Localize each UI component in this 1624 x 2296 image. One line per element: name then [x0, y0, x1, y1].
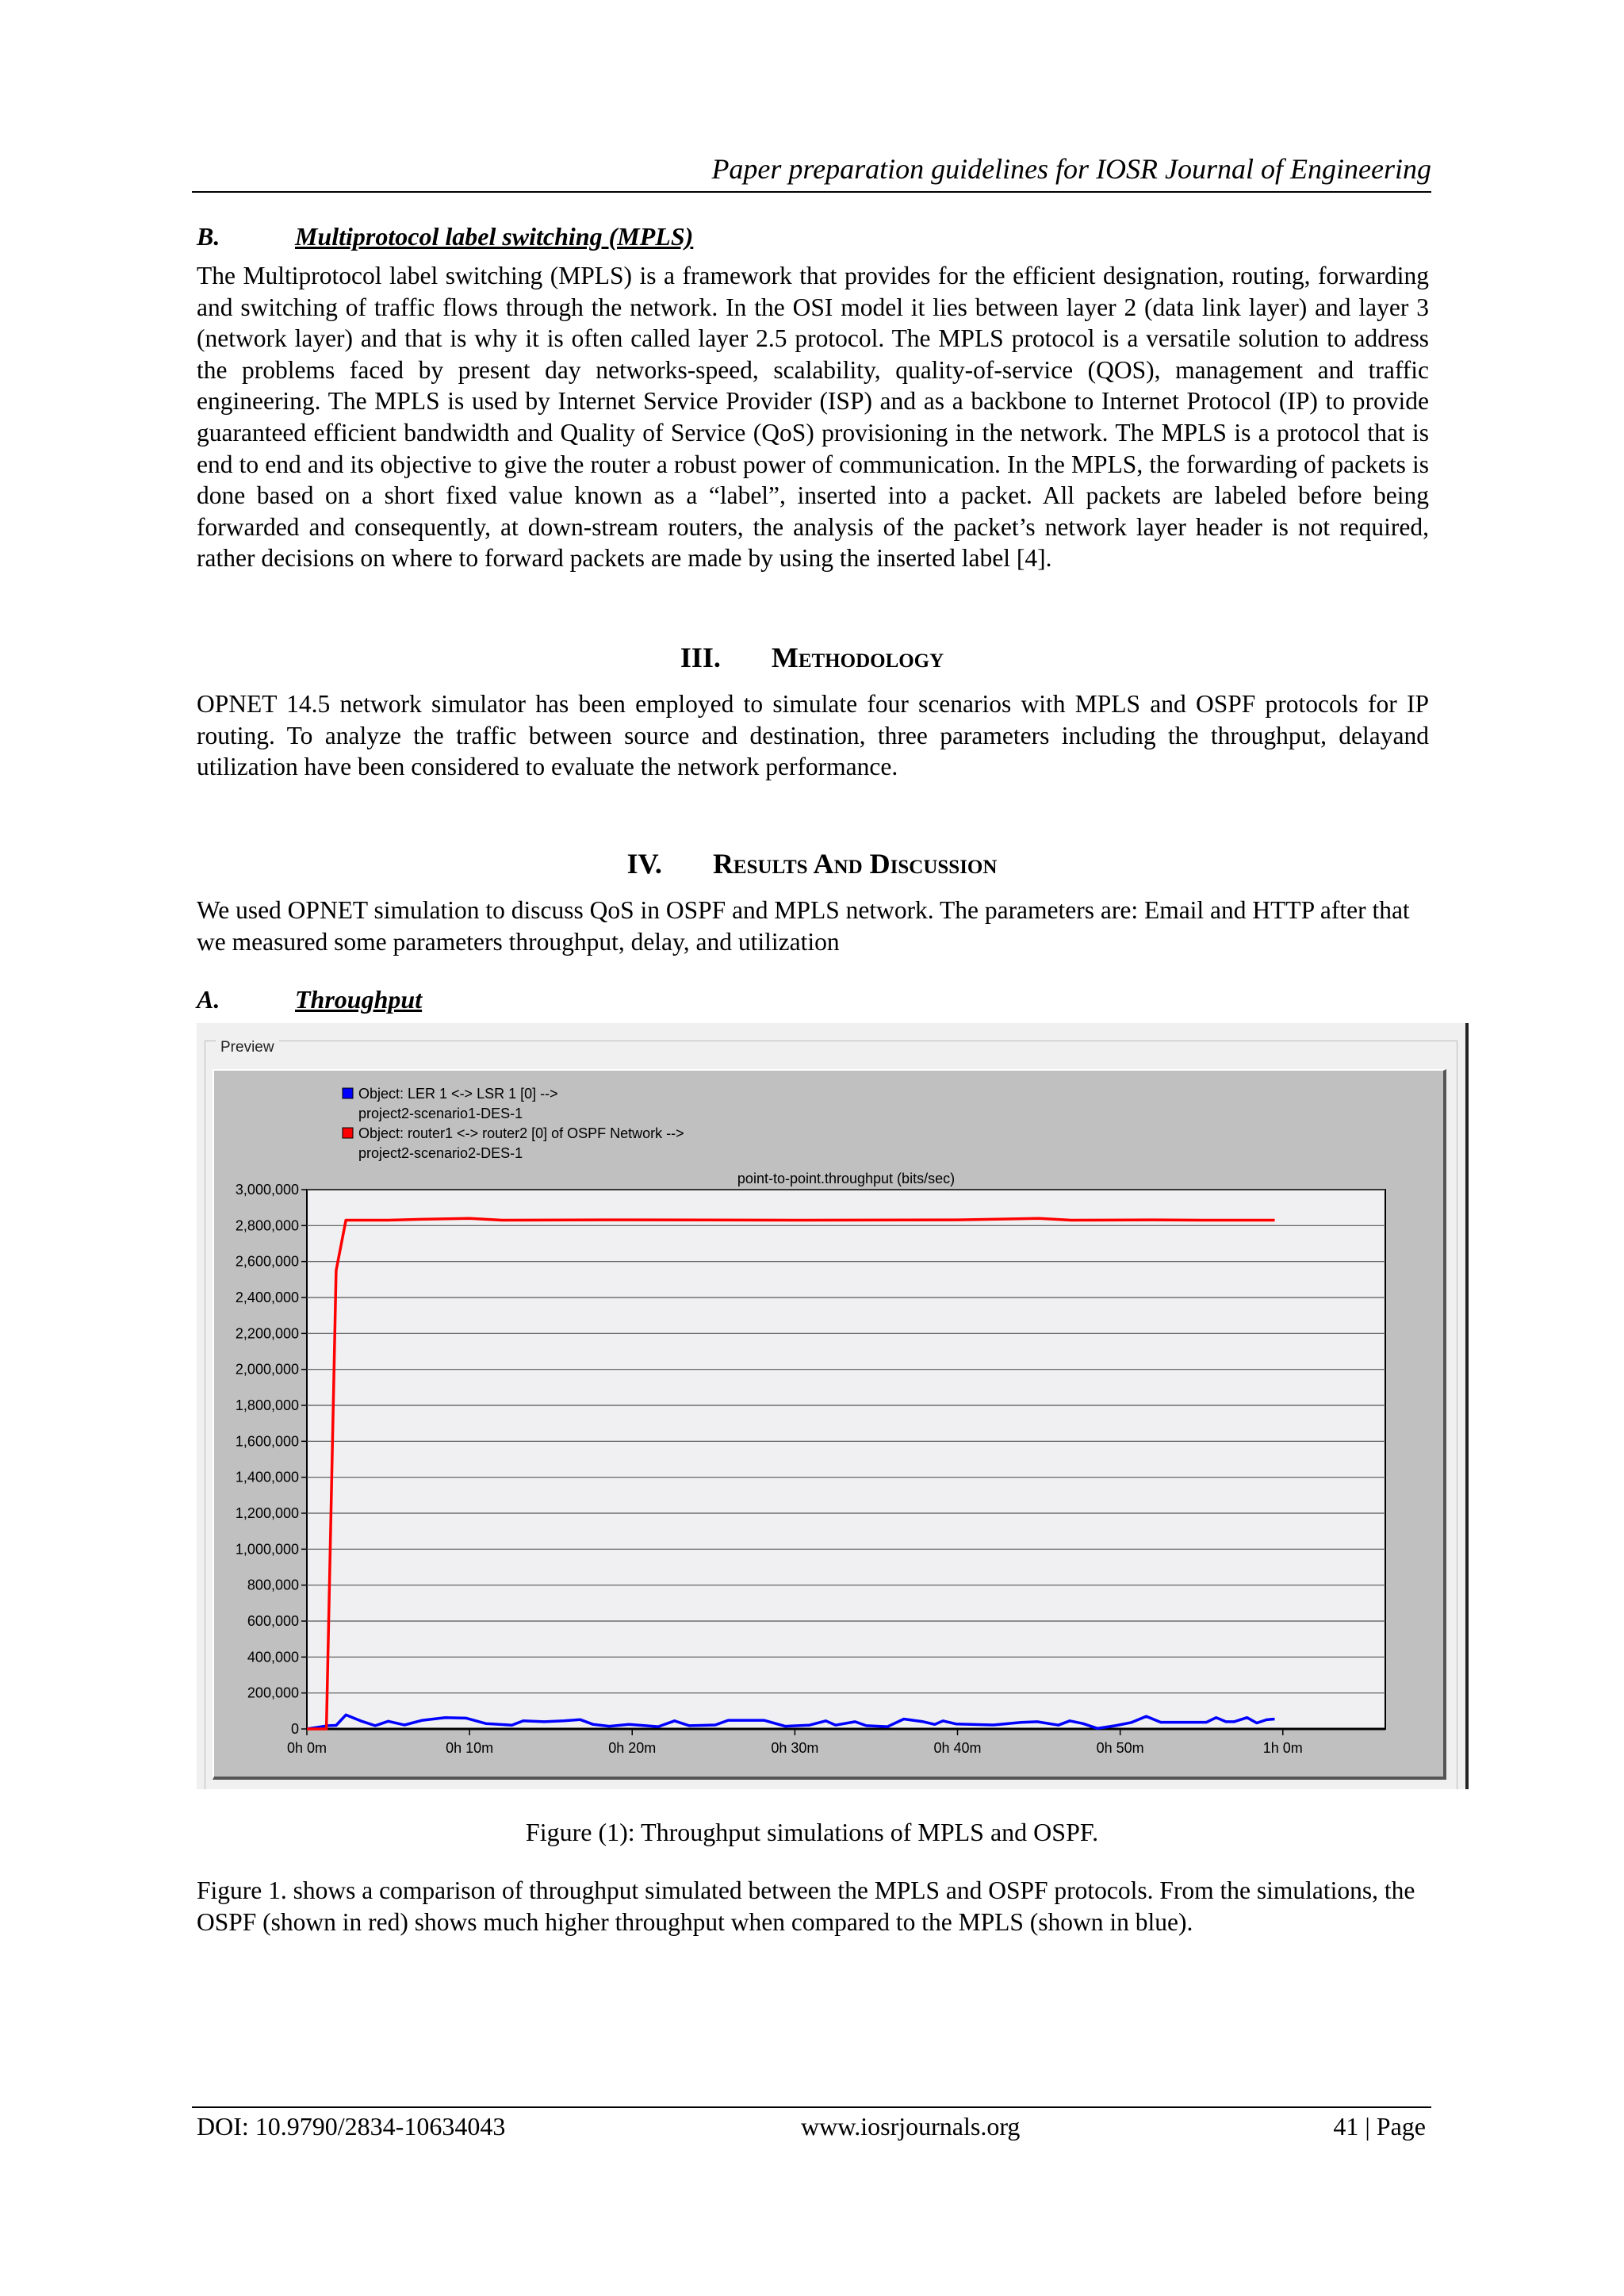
header-rule	[192, 191, 1431, 193]
legend-entry: Object: LER 1 <-> LSR 1 [0] -->	[358, 1086, 558, 1102]
results-paragraph: We used OPNET simulation to discuss QoS in OSPF and MPLS network. The parameters are: Email and HTTP after that we measured some parameters throughput, delay, and utilization	[197, 896, 1410, 956]
y-tick-label: 1,000,000	[235, 1541, 299, 1558]
x-tick-label: 0h 0m	[286, 1740, 327, 1756]
y-tick-label: 0	[290, 1721, 299, 1737]
plot-area	[307, 1190, 1385, 1729]
section-title: Throughput	[295, 985, 423, 1014]
y-tick-label: 2,600,000	[235, 1253, 299, 1270]
section-number: III.	[680, 642, 721, 673]
y-tick-label: 1,800,000	[235, 1397, 299, 1413]
legend-entry: Object: router1 <-> router2 [0] of OSPF Network -->	[358, 1125, 684, 1141]
x-tick-label: 0h 20m	[608, 1740, 657, 1756]
methodology-paragraph: OPNET 14.5 network simulator has been employed to simulate four scenarios with MPLS and OSPF protocols for IP routing. To analyze the traffic between source and destination, three parameters including the throughput, delayand utilization have been considered to evaluate the network performance.	[197, 690, 1429, 781]
y-tick-label: 3,000,000	[235, 1182, 299, 1198]
throughput-chart	[214, 1071, 1443, 1777]
results-heading	[0, 847, 1624, 880]
legend-entry-line2: project2-scenario2-DES-1	[358, 1145, 523, 1161]
section-title: Multiprotocol label switching (MPLS)	[295, 222, 694, 251]
y-tick-label: 1,400,000	[235, 1469, 299, 1485]
y-tick-label: 200,000	[247, 1685, 299, 1701]
y-tick-label: 400,000	[247, 1649, 299, 1665]
section-b-heading	[197, 222, 693, 251]
y-tick-label: 2,200,000	[235, 1325, 299, 1342]
footer-website: www.iosrjournals.org	[801, 2112, 1021, 2141]
y-tick-label: 800,000	[247, 1577, 299, 1593]
legend-swatch	[343, 1088, 353, 1098]
x-tick-label: 0h 30m	[771, 1740, 819, 1756]
section-title: Results And Discussion	[712, 848, 998, 880]
running-header: Paper preparation guidelines for IOSR Journal of Engineering	[711, 153, 1431, 185]
discussion-paragraph: Figure 1. shows a comparison of throughput simulated between the MPLS and OSPF protocols. From the simulations, the OSPF (shown in red) shows much higher throughput when compared to the MPLS (shown in blue).	[197, 1876, 1415, 1936]
section-label: A.	[197, 985, 220, 1014]
section-title: Methodology	[771, 642, 944, 673]
legend-entry-line2: project2-scenario1-DES-1	[358, 1106, 523, 1121]
y-tick-label: 1,600,000	[235, 1433, 299, 1450]
y-tick-label: 2,400,000	[235, 1290, 299, 1305]
x-tick-label: 0h 40m	[933, 1740, 982, 1756]
mpls-paragraph: The Multiprotocol label switching (MPLS) is a framework that provides for the efficient designation, routing, forwarding and switching of traffic flows through the network. In the OSI model it lies between layer 2 (data link layer) and layer 3 (network layer) and that is why it is often called layer 2.5 protocol. The MPLS protocol is a versatile solution to address the problems faced by present day networks-speed, scalability, quality-of-service (QOS), management and traffic engineering. The MPLS is used by Internet Service Provider (ISP) and as a backbone to Internet Protocol (IP) to provide guaranteed efficient bandwidth and Quality of Service (QoS) provisioning in the network. The MPLS is a protocol that is end to end and its objective to give the router a robust power of communication. In the MPLS, the forwarding of packets is done based on a short fixed value known as a “label”, inserted into a packet. All packets are labeled before being forwarded and consequently, at down-stream routers, the analysis of the packet’s network layer header is not required, rather decisions on where to forward packets are made by using the inserted label [4].	[197, 262, 1429, 573]
x-tick-label: 1h 0m	[1262, 1740, 1303, 1756]
x-tick-label: 0h 10m	[446, 1740, 494, 1756]
legend-swatch	[343, 1128, 353, 1138]
figure-throughput	[197, 1023, 1469, 1789]
y-tick-label: 2,000,000	[235, 1361, 299, 1378]
footer-page: 41 | Page	[1333, 2112, 1426, 2141]
figure-caption: Figure (1): Throughput simulations of MPLS and OSPF.	[525, 1818, 1099, 1846]
section-number: IV.	[626, 848, 662, 880]
methodology-heading	[0, 641, 1624, 674]
y-tick-label: 1,200,000	[235, 1505, 299, 1521]
footer-doi: DOI: 10.9790/2834-10634043	[197, 2112, 506, 2141]
chart-panel	[213, 1069, 1446, 1780]
y-tick-label: 2,800,000	[235, 1217, 299, 1234]
footer-rule	[192, 2106, 1431, 2108]
chart-title: point-to-point.throughput (bits/sec)	[737, 1171, 956, 1186]
preview-label: Preview	[216, 1039, 279, 1056]
x-tick-label: 0h 50m	[1096, 1740, 1144, 1756]
y-tick-label: 600,000	[247, 1613, 299, 1629]
section-a-heading	[197, 985, 422, 1014]
section-label: B.	[197, 222, 220, 251]
